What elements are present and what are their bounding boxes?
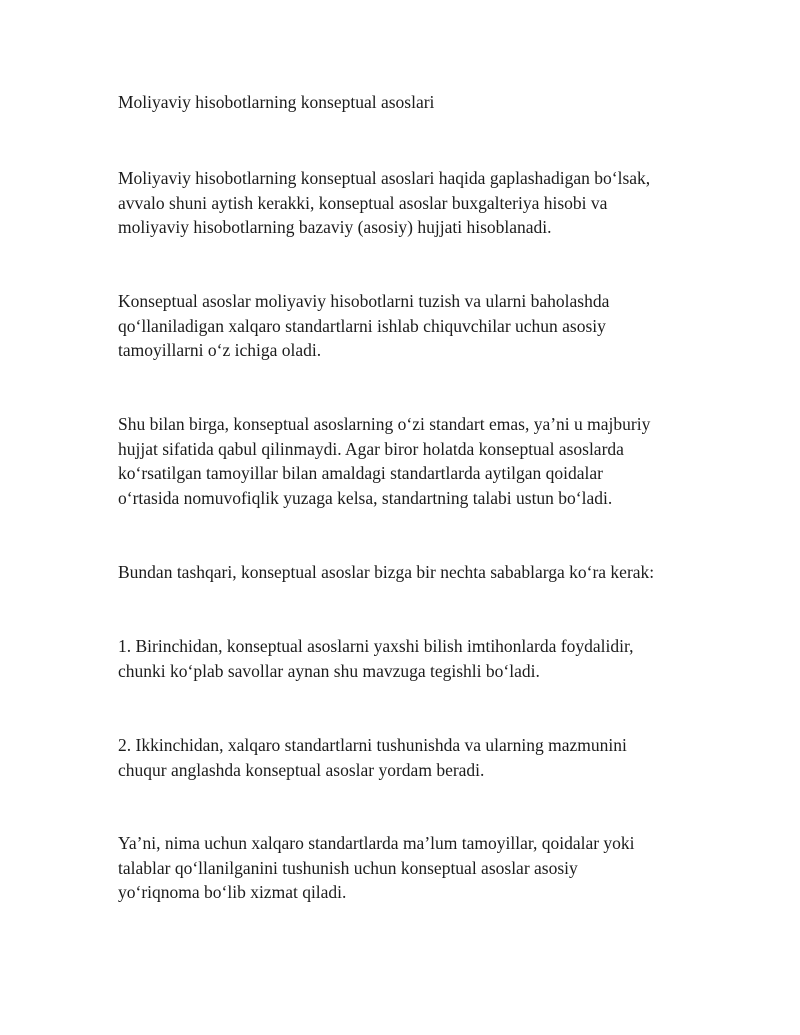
paragraph-line: talablar qo‘llanilganini tushunish uchun konseptual asoslar asosiy [118, 857, 578, 878]
paragraph-7 [118, 831, 635, 905]
paragraph-line: moliyaviy hisobotlarning bazaviy (asosiy) hujjati hisoblanadi. [118, 217, 552, 237]
paragraph-line: Shu bilan birga, konseptual asoslarning o‘zi standart emas, ya’ni u majburiy [118, 414, 651, 434]
paragraph-4 [118, 560, 654, 585]
paragraph-line: hujjat sifatida qabul qilinmaydi. Agar biror holatda konseptual asoslarda [118, 438, 624, 459]
document-title: Moliyaviy hisobotlarning konseptual asoslari [118, 92, 435, 112]
paragraph-line: o‘rtasida nomuvofiqlik yuzaga kelsa, standartning talabi ustun bo‘ladi. [118, 487, 613, 508]
paragraph-line: yo‘riqnoma bo‘lib xizmat qiladi. [118, 882, 347, 902]
paragraph-line: Konseptual asoslar moliyaviy hisobotlarni tuzish va ularni baholashda [118, 291, 610, 311]
paragraph-2 [118, 289, 609, 363]
paragraph-line: ko‘rsatilgan tamoyillar bilan amaldagi standartlarda aytilgan qoidalar [118, 463, 603, 483]
list-item-1 [118, 634, 633, 683]
paragraph-line: avvalo shuni aytish kerakki, konseptual asoslar buxgalteriya hisobi va [118, 192, 608, 213]
paragraph-line: 2. Ikkinchidan, xalqaro standartlarni tushunishda va ularning mazmunini [118, 735, 627, 755]
paragraph-3 [118, 412, 650, 510]
paragraph-line: Ya’ni, nima uchun xalqaro standartlarda ma’lum tamoyillar, qoidalar yoki [118, 833, 635, 853]
paragraph-line: Bundan tashqari, konseptual asoslar bizga bir nechta sabablarga ko‘ra kerak: [118, 562, 655, 582]
document-body [118, 90, 718, 902]
paragraph-line: qo‘llaniladigan xalqaro standartlarni ishlab chiquvchilar uchun asosiy [118, 315, 606, 336]
paragraph-line: tamoyillarni o‘z ichiga oladi. [118, 340, 322, 360]
paragraph-line: chunki ko‘plab savollar aynan shu mavzuga tegishli bo‘ladi. [118, 660, 540, 681]
list-item-2 [118, 733, 627, 782]
paragraph-line: chuqur anglashda konseptual asoslar yordam beradi. [118, 759, 485, 780]
paragraph-1 [118, 166, 650, 240]
paragraph-line: Moliyaviy hisobotlarning konseptual asoslari haqida gaplashadigan bo‘lsak, [118, 168, 651, 188]
paragraph-line: 1. Birinchidan, konseptual asoslarni yaxshi bilish imtihonlarda foydalidir, [118, 636, 634, 656]
